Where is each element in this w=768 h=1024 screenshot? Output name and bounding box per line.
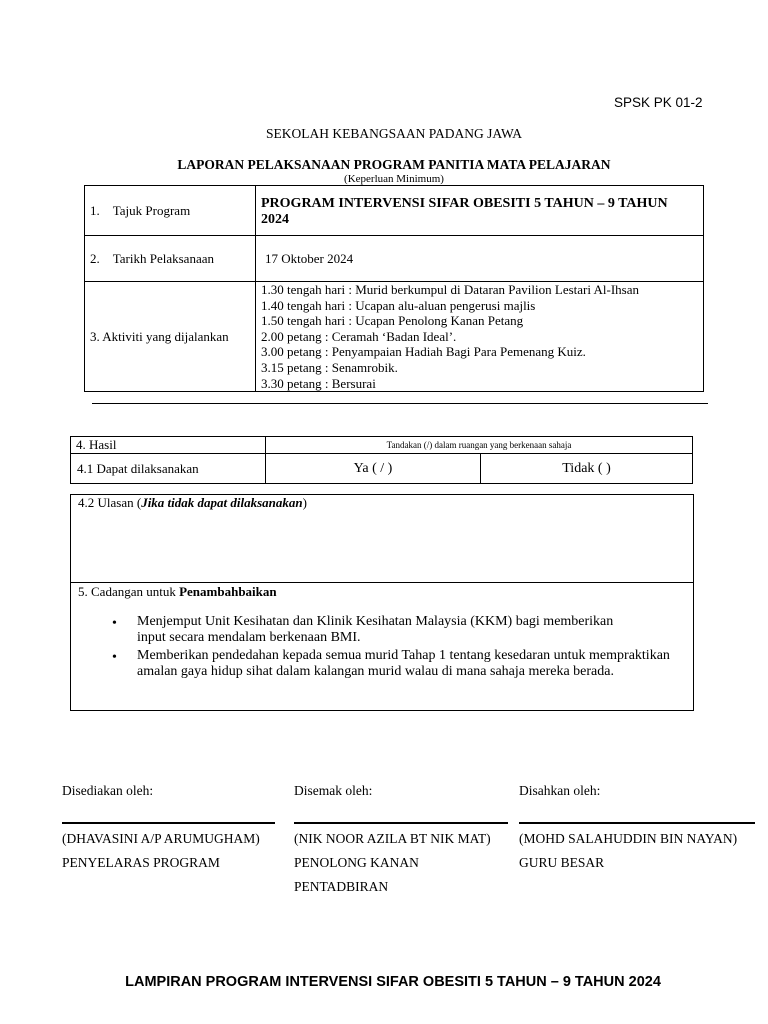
cadangan-box [70,582,694,711]
activities-list [256,282,704,392]
table-row [71,454,693,484]
signatory-title: GURU BESAR [519,855,605,870]
bullet-icon: • [112,650,117,665]
signatory-block [294,827,491,899]
bullet-icon: • [112,616,117,631]
signature-role: Disahkan oleh: [519,783,601,798]
ulasan-box [70,494,694,583]
table-row [85,186,704,236]
activity-item: 1.40 tengah hari : Ucapan alu-aluan pengerusi majlis [261,297,536,313]
ulasan-label: 4.2 Ulasan (Jika tidak dapat dilaksanakan) [78,495,307,510]
activity-item: 1.50 tengah hari : Ucapan Penolong Kanan Petang [261,313,524,329]
signatory-name: (MOHD SALAHUDDIN BIN NAYAN) [519,831,738,846]
activity-item: 1.30 tengah hari : Murid berkumpul di Dataran Pavilion Lestari Al-Ihsan [261,282,639,297]
row-label-aktiviti: 3. Aktiviti yang dijalankan [85,282,256,392]
document-code: SPSK PK 01-2 [614,95,703,110]
school-name: SEKOLAH KEBANGSAAN PADANG JAWA [265,126,523,141]
signature-line [519,822,755,824]
signatory-block [519,827,737,875]
suggestion-item: Menjemput Unit Kesihatan dan Klinik Kesihatan Malaysia (KKM) bagi memberikan input secara mendalam berkenaan BMI. [137,614,614,645]
report-title: LAPORAN PELAKSANAAN PROGRAM PANITIA MATA PELAJARAN [177,157,611,172]
ya-checkbox[interactable]: Ya ( / ) [266,454,481,484]
signatory-title: PENOLONG KANAN [294,855,419,870]
signatory-title: PENTADBIRAN [294,879,389,894]
dapat-dilaksanakan-label: 4.1 Dapat dilaksanakan [71,454,266,484]
table-row [85,236,704,282]
result-label: 4. Hasil [71,437,266,454]
row-label-tajuk: 1. Tajuk Program [85,186,256,236]
signatory-block [62,827,260,875]
activity-item: 3.30 petang : Bersurai [261,375,376,391]
result-table [70,436,693,484]
cadangan-label: 5. Cadangan untuk Penambahbaikan [78,584,277,599]
activity-item: 3.00 petang : Penyampaian Hadiah Bagi Para Pemenang Kuiz. [261,344,586,360]
signature-line [62,822,275,824]
signature-role: Disediakan oleh: [62,783,154,798]
signatory-name: (NIK NOOR AZILA BT NIK MAT) [294,831,491,846]
table-row [85,282,704,392]
signatory-name: (DHAVASINI A/P ARUMUGHAM) [62,831,260,846]
row-label-tarikh: 2. Tarikh Pelaksanaan [85,236,256,282]
report-subtitle: (Keperluan Minimum) [344,173,444,185]
tidak-checkbox[interactable]: Tidak ( ) [481,454,693,484]
attachment-title: LAMPIRAN PROGRAM INTERVENSI SIFAR OBESITI 5 TAHUN – 9 TAHUN 2024 [125,974,661,990]
program-details-table [84,185,704,392]
activity-item: 2.00 petang : Ceramah ‘Badan Ideal’. [261,328,457,344]
signature-line [294,822,508,824]
activity-item: 3.15 petang : Senamrobik. [261,359,398,375]
result-instruction: Tandakan (/) dalam ruangan yang berkenaan sahaja [266,437,693,454]
program-title-value: PROGRAM INTERVENSI SIFAR OBESITI 5 TAHUN – 9 TAHUN 2024 [256,186,704,236]
signatory-title: PENYELARAS PROGRAM [62,855,220,870]
table-row [71,437,693,454]
signature-role: Disemak oleh: [294,783,373,798]
date-value: 17 Oktober 2024 [256,236,704,282]
section-divider [92,403,708,404]
suggestion-item: Memberikan pendedahan kepada semua murid Tahap 1 tentang kesedaran untuk mempraktikan amalan gaya hidup sihat dalam kalangan murid walau di mana sahaja mereka berada. [137,648,670,679]
